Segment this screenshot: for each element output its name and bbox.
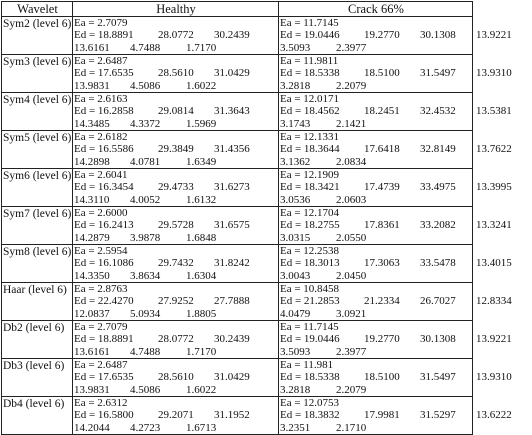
- crack-ed-line-2: [280, 270, 472, 282]
- crack-ed-line-1: [280, 371, 512, 384]
- healthy-ed-value: 4.5086: [130, 79, 161, 92]
- healthy-ed-value: 1.7170: [186, 345, 217, 358]
- crack-ed-value: 3.1362: [280, 155, 311, 168]
- healthy-ed-value: 29.5728: [158, 219, 194, 232]
- wavelet-name: Haar (level 6): [3, 284, 67, 296]
- crack-ea-value: Ea = 12.2538: [280, 245, 340, 257]
- healthy-ed-value: Ed = 16.2858: [74, 105, 134, 118]
- healthy-ed-line-1: [74, 181, 278, 193]
- crack-ed-line-2: [280, 346, 472, 358]
- crack-ed-value: 3.0536: [280, 193, 311, 206]
- crack-cell: [279, 131, 512, 169]
- crack-ed-value: 2.1421: [336, 117, 367, 130]
- healthy-cell: [73, 321, 279, 359]
- crack-ed-value: 30.1308: [420, 29, 456, 42]
- healthy-ed-value: Ed = 17.6535: [74, 371, 134, 384]
- crack-ed-value: Ed = 21.2853: [280, 295, 340, 308]
- healthy-ed-line-1: [74, 29, 278, 41]
- healthy-ed-value: 14.2879: [74, 231, 110, 244]
- crack-ed-line-2: [280, 156, 472, 168]
- crack-ed-value: Ed = 18.3013: [280, 257, 340, 270]
- healthy-ea-value: Ea = 2.6182: [74, 131, 128, 143]
- crack-ed-line-2: [280, 232, 472, 244]
- crack-cell: [279, 321, 512, 359]
- healthy-ed-value: 4.7488: [130, 41, 161, 54]
- healthy-ed-line-1: [74, 333, 278, 345]
- healthy-ed-value: 29.2071: [158, 409, 194, 422]
- header-healthy: Healthy: [73, 2, 279, 17]
- crack-ed-value: 3.5093: [280, 41, 311, 54]
- healthy-ed-value: 30.2439: [214, 333, 250, 346]
- table-row: [2, 321, 473, 359]
- healthy-ed-line-2: [74, 80, 278, 92]
- healthy-cell: [73, 55, 279, 93]
- crack-ed-value: 32.4532: [420, 105, 456, 118]
- healthy-cell: [73, 207, 279, 245]
- healthy-ed-value: 31.0429: [214, 371, 250, 384]
- wavelet-cell: [2, 55, 73, 93]
- crack-ed-value: Ed = 18.2755: [280, 219, 340, 232]
- crack-ed-value: 13.3241: [476, 219, 512, 232]
- healthy-cell: [73, 17, 279, 55]
- crack-ed-line-1: [280, 105, 512, 118]
- crack-ed-value: 2.2079: [336, 79, 367, 92]
- crack-ea-value: Ea = 11.7145: [280, 17, 339, 29]
- healthy-ed-value: Ed = 16.5800: [74, 409, 134, 422]
- healthy-ed-value: Ed = 22.4270: [74, 295, 134, 308]
- healthy-ed-line-2: [74, 156, 278, 168]
- table-row: [2, 93, 473, 131]
- crack-ed-value: 31.5297: [420, 409, 456, 422]
- healthy-cell: [73, 283, 279, 321]
- crack-ed-value: 17.9981: [364, 409, 400, 422]
- crack-ed-line-2: [280, 42, 472, 54]
- crack-cell: [279, 93, 512, 131]
- crack-ed-value: 19.2770: [364, 333, 400, 346]
- crack-ed-value: 13.3995: [476, 181, 512, 194]
- table-row: [2, 359, 473, 397]
- crack-ea-value: Ea = 12.1909: [280, 169, 340, 181]
- crack-ed-value: 2.1710: [336, 421, 367, 434]
- crack-ed-value: 13.9310: [476, 371, 512, 384]
- crack-ed-value: 3.0921: [336, 307, 367, 320]
- crack-ed-value: 4.0479: [280, 307, 311, 320]
- crack-ed-value: 2.3977: [336, 345, 367, 358]
- healthy-ed-value: Ed = 16.1086: [74, 257, 134, 270]
- crack-ed-value: 13.9221: [476, 29, 512, 42]
- healthy-ed-value: 12.0837: [74, 307, 110, 320]
- healthy-ed-value: 1.6132: [186, 193, 217, 206]
- crack-cell: [279, 169, 512, 207]
- healthy-ed-line-1: [74, 371, 278, 383]
- healthy-ea-value: Ea = 2.6487: [74, 55, 128, 67]
- crack-ed-value: 18.5100: [364, 67, 400, 80]
- healthy-ed-value: Ed = 18.8891: [74, 29, 134, 42]
- crack-ea-value: Ea = 12.1331: [280, 131, 340, 143]
- crack-ed-line-2: [280, 308, 472, 320]
- healthy-ed-value: 4.3372: [130, 117, 161, 130]
- healthy-ed-line-2: [74, 346, 278, 358]
- healthy-ed-value: 13.9831: [74, 383, 110, 396]
- healthy-ed-line-1: [74, 257, 278, 269]
- crack-ea-value: Ea = 12.0753: [280, 397, 340, 409]
- healthy-ea-value: Ea = 2.6312: [74, 397, 128, 409]
- healthy-ed-value: 29.3849: [158, 143, 194, 156]
- healthy-ed-line-2: [74, 42, 278, 54]
- crack-ed-value: 12.8334: [476, 295, 512, 308]
- healthy-ed-line-1: [74, 105, 278, 117]
- crack-ed-value: 13.5381: [476, 105, 512, 118]
- healthy-ed-value: 29.7432: [158, 257, 194, 270]
- crack-ea-value: Ea = 12.1704: [280, 207, 340, 219]
- healthy-ed-line-1: [74, 143, 278, 155]
- crack-ed-value: 2.0834: [336, 155, 367, 168]
- healthy-ea-value: Ea = 2.6041: [74, 169, 128, 181]
- crack-ed-line-1: [280, 257, 512, 270]
- crack-ed-value: 13.4015: [476, 257, 512, 270]
- healthy-ed-line-1: [74, 67, 278, 79]
- healthy-ed-value: 31.6273: [214, 181, 250, 194]
- healthy-ed-value: 31.6575: [214, 219, 250, 232]
- healthy-ed-value: Ed = 17.6535: [74, 67, 134, 80]
- healthy-ed-value: Ed = 16.3454: [74, 181, 134, 194]
- wavelet-name: Db4 (level 6): [3, 398, 65, 410]
- crack-ed-value: Ed = 18.3644: [280, 143, 340, 156]
- crack-cell: [279, 283, 512, 321]
- crack-ed-value: Ed = 19.0446: [280, 333, 340, 346]
- crack-ed-value: 3.5093: [280, 345, 311, 358]
- healthy-ed-value: 4.0781: [130, 155, 161, 168]
- healthy-ea-value: Ea = 2.7079: [74, 17, 128, 29]
- wavelet-energy-table: [1, 1, 512, 435]
- healthy-ed-line-1: [74, 219, 278, 231]
- healthy-ed-value: 27.7888: [214, 295, 250, 308]
- crack-ed-value: 2.2079: [336, 383, 367, 396]
- healthy-ea-value: Ea = 2.7079: [74, 321, 128, 333]
- crack-ed-line-1: [280, 67, 512, 80]
- crack-ed-value: 17.6418: [364, 143, 400, 156]
- wavelet-name: Sym3 (level 6): [3, 56, 72, 68]
- healthy-ed-value: 1.6022: [186, 79, 217, 92]
- crack-ed-line-1: [280, 29, 512, 42]
- table-row: [2, 55, 473, 93]
- crack-ed-value: 3.2818: [280, 383, 311, 396]
- wavelet-cell: [2, 131, 73, 169]
- crack-ed-value: 3.0043: [280, 269, 311, 282]
- healthy-ed-value: 1.5969: [186, 117, 217, 130]
- healthy-cell: [73, 245, 279, 283]
- wavelet-name: Db3 (level 6): [3, 360, 65, 372]
- table-row: [2, 207, 473, 245]
- healthy-ed-value: 14.3110: [74, 193, 110, 206]
- healthy-ed-value: 14.2898: [74, 155, 110, 168]
- crack-ed-value: 21.2334: [364, 295, 400, 308]
- crack-ed-value: 31.5497: [420, 67, 456, 80]
- wavelet-name: Sym4 (level 6): [3, 94, 72, 106]
- crack-ed-value: 32.8149: [420, 143, 456, 156]
- crack-ed-value: 33.4975: [420, 181, 456, 194]
- crack-ed-value: 13.9310: [476, 67, 512, 80]
- crack-ed-value: 31.5497: [420, 371, 456, 384]
- wavelet-cell: [2, 283, 73, 321]
- crack-ed-value: 3.0315: [280, 231, 311, 244]
- healthy-ed-value: 1.6304: [186, 269, 217, 282]
- healthy-ed-line-2: [74, 118, 278, 130]
- healthy-ed-value: 27.9252: [158, 295, 194, 308]
- healthy-ed-value: 1.6349: [186, 155, 217, 168]
- healthy-ed-value: 4.7488: [130, 345, 161, 358]
- crack-ed-line-2: [280, 384, 472, 396]
- crack-ed-value: 33.5478: [420, 257, 456, 270]
- crack-ed-value: 3.2818: [280, 79, 311, 92]
- healthy-ed-value: 28.5610: [158, 371, 194, 384]
- healthy-ed-value: 31.8242: [214, 257, 250, 270]
- wavelet-cell: [2, 93, 73, 131]
- crack-ed-value: 2.3977: [336, 41, 367, 54]
- crack-ed-value: 2.0550: [336, 231, 367, 244]
- healthy-ed-value: 3.8634: [130, 269, 161, 282]
- healthy-ed-value: 31.3643: [214, 105, 250, 118]
- healthy-ed-value: 28.5610: [158, 67, 194, 80]
- crack-ed-value: Ed = 18.3421: [280, 181, 340, 194]
- healthy-ed-value: 1.6848: [186, 231, 217, 244]
- healthy-ed-value: 14.3485: [74, 117, 110, 130]
- healthy-ed-line-1: [74, 295, 278, 307]
- healthy-ed-value: Ed = 18.8891: [74, 333, 134, 346]
- healthy-ed-value: 1.7170: [186, 41, 217, 54]
- crack-ed-value: 30.1308: [420, 333, 456, 346]
- table-header-row: [2, 2, 473, 17]
- crack-ed-value: 17.8361: [364, 219, 400, 232]
- healthy-ed-line-2: [74, 194, 278, 206]
- healthy-ed-value: Ed = 16.2413: [74, 219, 134, 232]
- healthy-ea-value: Ea = 2.6163: [74, 93, 128, 105]
- header-wavelet: Wavelet: [2, 2, 73, 17]
- wavelet-name: Sym2 (level 6): [3, 18, 72, 30]
- healthy-ed-value: 4.5086: [130, 383, 161, 396]
- crack-ed-value: Ed = 18.5338: [280, 371, 340, 384]
- crack-ed-value: 18.2451: [364, 105, 400, 118]
- healthy-ed-value: 28.0772: [158, 333, 194, 346]
- healthy-ed-value: 13.6161: [74, 345, 110, 358]
- crack-ed-value: 2.0603: [336, 193, 367, 206]
- crack-cell: [279, 207, 512, 245]
- healthy-cell: [73, 359, 279, 397]
- crack-ed-value: 13.7622: [476, 143, 512, 156]
- wavelet-cell: [2, 169, 73, 207]
- table-row: [2, 169, 473, 207]
- healthy-ed-value: 4.0052: [130, 193, 161, 206]
- healthy-ed-line-2: [74, 232, 278, 244]
- crack-ed-line-2: [280, 194, 472, 206]
- crack-ed-line-2: [280, 422, 472, 434]
- crack-ed-line-1: [280, 295, 512, 308]
- healthy-ea-value: Ea = 2.6000: [74, 207, 128, 219]
- crack-ed-line-1: [280, 181, 512, 194]
- table-row: [2, 131, 473, 169]
- healthy-ed-line-1: [74, 409, 278, 421]
- healthy-ed-value: 4.2723: [130, 421, 161, 434]
- crack-ed-value: 3.2351: [280, 421, 311, 434]
- wavelet-name: Sym5 (level 6): [3, 132, 72, 144]
- healthy-ed-value: 28.0772: [158, 29, 194, 42]
- healthy-ed-value: 29.4733: [158, 181, 194, 194]
- healthy-ed-value: 31.4356: [214, 143, 250, 156]
- crack-ed-value: 17.4739: [364, 181, 400, 194]
- crack-ed-value: Ed = 18.4562: [280, 105, 340, 118]
- wavelet-cell: [2, 321, 73, 359]
- table-row: [2, 17, 473, 55]
- wavelet-name: Sym7 (level 6): [3, 208, 72, 220]
- healthy-ed-value: 1.6713: [186, 421, 217, 434]
- wavelet-cell: [2, 207, 73, 245]
- wavelet-cell: [2, 359, 73, 397]
- crack-ed-line-1: [280, 143, 512, 156]
- healthy-ed-line-2: [74, 422, 278, 434]
- healthy-ed-value: 13.9831: [74, 79, 110, 92]
- crack-cell: [279, 359, 512, 397]
- crack-ea-value: Ea = 12.0171: [280, 93, 340, 105]
- healthy-ed-value: 5.0934: [130, 307, 161, 320]
- wavelet-cell: [2, 397, 73, 435]
- table-row: [2, 283, 473, 321]
- healthy-ed-value: 1.6022: [186, 383, 217, 396]
- healthy-ed-value: 3.9878: [130, 231, 161, 244]
- healthy-ed-value: 1.8805: [186, 307, 217, 320]
- crack-ed-value: 33.2082: [420, 219, 456, 232]
- crack-ed-value: 2.0450: [336, 269, 367, 282]
- crack-ed-value: 13.6222: [476, 409, 512, 422]
- wavelet-name: Sym8 (level 6): [3, 246, 72, 258]
- crack-ed-line-2: [280, 80, 472, 92]
- healthy-cell: [73, 131, 279, 169]
- healthy-ed-value: 13.6161: [74, 41, 110, 54]
- crack-cell: [279, 397, 512, 435]
- crack-ea-value: Ea = 11.9811: [280, 55, 339, 67]
- crack-cell: [279, 55, 512, 93]
- healthy-ea-value: Ea = 2.6487: [74, 359, 128, 371]
- healthy-ed-value: 29.0814: [158, 105, 194, 118]
- healthy-ed-line-2: [74, 384, 278, 396]
- healthy-ea-value: Ea = 2.8763: [74, 283, 128, 295]
- crack-ed-value: 26.7027: [420, 295, 456, 308]
- healthy-ed-value: 14.2044: [74, 421, 110, 434]
- crack-cell: [279, 245, 512, 283]
- crack-ed-value: 3.1743: [280, 117, 311, 130]
- crack-ed-value: 19.2770: [364, 29, 400, 42]
- crack-ed-line-1: [280, 409, 512, 422]
- healthy-ed-value: 30.2439: [214, 29, 250, 42]
- table-row: [2, 245, 473, 283]
- crack-ea-value: Ea = 11.981: [280, 359, 334, 371]
- healthy-ed-value: 31.0429: [214, 67, 250, 80]
- healthy-ed-value: 14.3350: [74, 269, 110, 282]
- table-body: [2, 17, 512, 435]
- crack-ed-line-1: [280, 333, 512, 346]
- crack-ea-value: Ea = 11.7145: [280, 321, 339, 333]
- crack-ed-value: 13.9221: [476, 333, 512, 346]
- healthy-ed-line-2: [74, 308, 278, 320]
- crack-ed-value: 17.3063: [364, 257, 400, 270]
- healthy-cell: [73, 169, 279, 207]
- table-row: [2, 397, 473, 435]
- healthy-ed-value: 31.1952: [214, 409, 250, 422]
- crack-ed-line-1: [280, 219, 512, 232]
- crack-cell: [279, 17, 512, 55]
- crack-ea-value: Ea = 10.8458: [280, 283, 340, 295]
- wavelet-cell: [2, 17, 73, 55]
- wavelet-name: Db2 (level 6): [3, 322, 65, 334]
- crack-ed-value: Ed = 18.3832: [280, 409, 340, 422]
- header-crack: Crack 66%: [279, 2, 473, 17]
- healthy-ed-value: Ed = 16.5586: [74, 143, 134, 156]
- healthy-cell: [73, 397, 279, 435]
- healthy-ea-value: Ea = 2.5954: [74, 245, 128, 257]
- crack-ed-line-2: [280, 118, 472, 130]
- crack-ed-value: 18.5100: [364, 371, 400, 384]
- wavelet-name: Sym6 (level 6): [3, 170, 72, 182]
- crack-ed-value: Ed = 18.5338: [280, 67, 340, 80]
- healthy-ed-line-2: [74, 270, 278, 282]
- wavelet-cell: [2, 245, 73, 283]
- healthy-cell: [73, 93, 279, 131]
- crack-ed-value: Ed = 19.0446: [280, 29, 340, 42]
